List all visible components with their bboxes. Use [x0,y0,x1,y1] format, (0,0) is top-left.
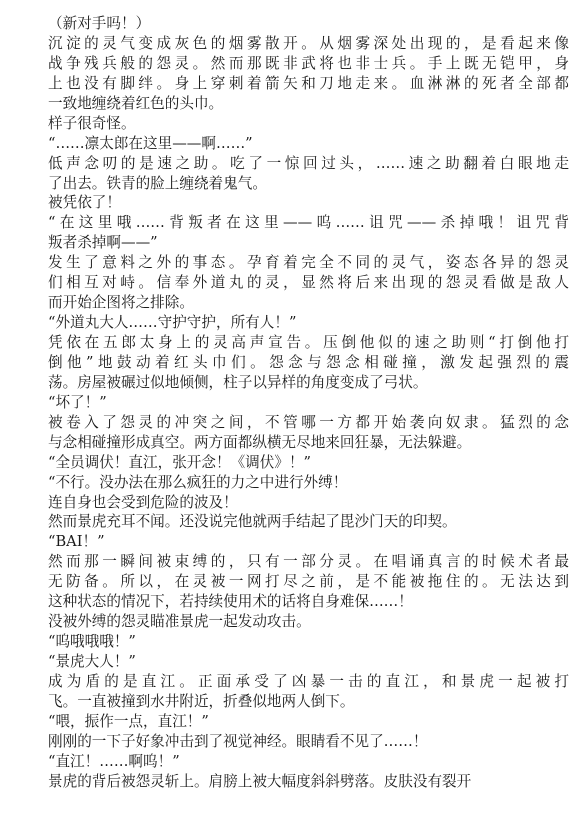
text-line: 与念相碰撞形成真空。两方面都纵横无尽地来回狂暴，无法躲避。 [48,433,472,451]
text-line: 凭依在五郎太身上的灵高声宣告。压倒他似的速之助则“打倒他打 [48,334,569,351]
text-line: 沉淀的灵气变成灰色的烟雾散开。从烟雾深处出现的，是看起来像 [48,34,569,52]
text-line: “呜哦哦哦！” [48,633,136,651]
text-line: “……凛太郎在这里——啊……” [48,134,253,152]
text-line: 了出去。铁青的脸上缠绕着鬼气。 [48,174,267,192]
text-line: “坏了！” [48,393,107,411]
text-line: （新对手吗！） [48,15,151,32]
text-line: “直江！……啊呜！” [48,752,180,770]
text-line: 倒他”地鼓动着红头巾们。怨念与怨念相碰撞，激发起强烈的震 [48,353,569,371]
text-line: 们相互对峙。信奉外道丸的灵，显然将后来出现的怨灵看做是敌人 [48,274,569,292]
text-line: 连自身也会受到危险的波及！ [48,493,238,511]
text-line: 没被外缚的怨灵瞄准景虎一起发动攻击。 [48,613,311,631]
text-line: 被凭依了！ [48,194,121,212]
text-line: 刚刚的一下子好象冲击到了视觉神经。眼睛看不见了……！ [48,732,428,750]
text-line: 飞。一直被撞到水井附近，折叠似地两人倒下。 [48,692,355,710]
text-line: “在这里哦……背叛者在这里——呜……诅咒——杀掉哦！诅咒背 [48,214,569,232]
text-line: 被卷入了怨灵的冲突之间，不管哪一方都开始袭向奴隶。猛烈的念 [48,413,569,431]
text-line: 这种状态的情况下，若持续使用术的话将自身难保……！ [48,593,413,611]
text-line: 一致地缠绕着红色的头巾。 [48,94,224,112]
text-line: 景虎的背后被怨灵斩上。肩膀上被大幅度斜斜劈落。皮肤没有裂开 [48,772,472,790]
text-line: 发生了意料之外的事态。孕育着完全不同的灵气，姿态各异的怨灵 [48,254,569,272]
text-line: 成为盾的是直江。正面承受了凶暴一击的直江，和景虎一起被打 [48,672,569,690]
text-line: “外道丸大人……守护守护，所有人！” [48,314,297,332]
text-line: “全员调伏！直江，张开念！《调伏》！” [48,453,312,471]
text-line: “喂，振作一点，直江！” [48,712,209,730]
text-line: 无防备。所以，在灵被一网打尽之前，是不能被拖住的。无法达到 [48,573,569,591]
text-line: “BAI！” [48,533,105,551]
text-line: 上也没有脚绊。身上穿刺着箭矢和刀地走来。血淋淋的死者全部都 [48,74,569,92]
text-line: 战争残兵般的怨灵。然而那既非武将也非士兵。手上既无铠甲，身 [48,54,569,72]
text-line: 叛者杀掉啊——” [48,234,158,252]
text-line: 然而景虎充耳不闻。还没说完他就两手结起了毘沙门天的印契。 [48,513,457,531]
text-line: 荡。房屋被碾过似地倾侧，柱子以异样的角度变成了弓状。 [48,373,428,391]
text-line: 低声念叨的是速之助。吃了一惊回过头，……速之助翻着白眼地走 [48,154,569,172]
text-line: 然而那一瞬间被束缚的，只有一部分灵。在唱诵真言的时候术者最 [48,553,569,571]
text-line: 样子很奇怪。 [48,114,136,132]
text-line: “景虎大人！” [48,653,136,670]
text-line: 而开始企图将之排除。 [48,294,194,312]
text-line: “不行。没办法在那么疯狂的力之中进行外缚！ [48,473,348,491]
